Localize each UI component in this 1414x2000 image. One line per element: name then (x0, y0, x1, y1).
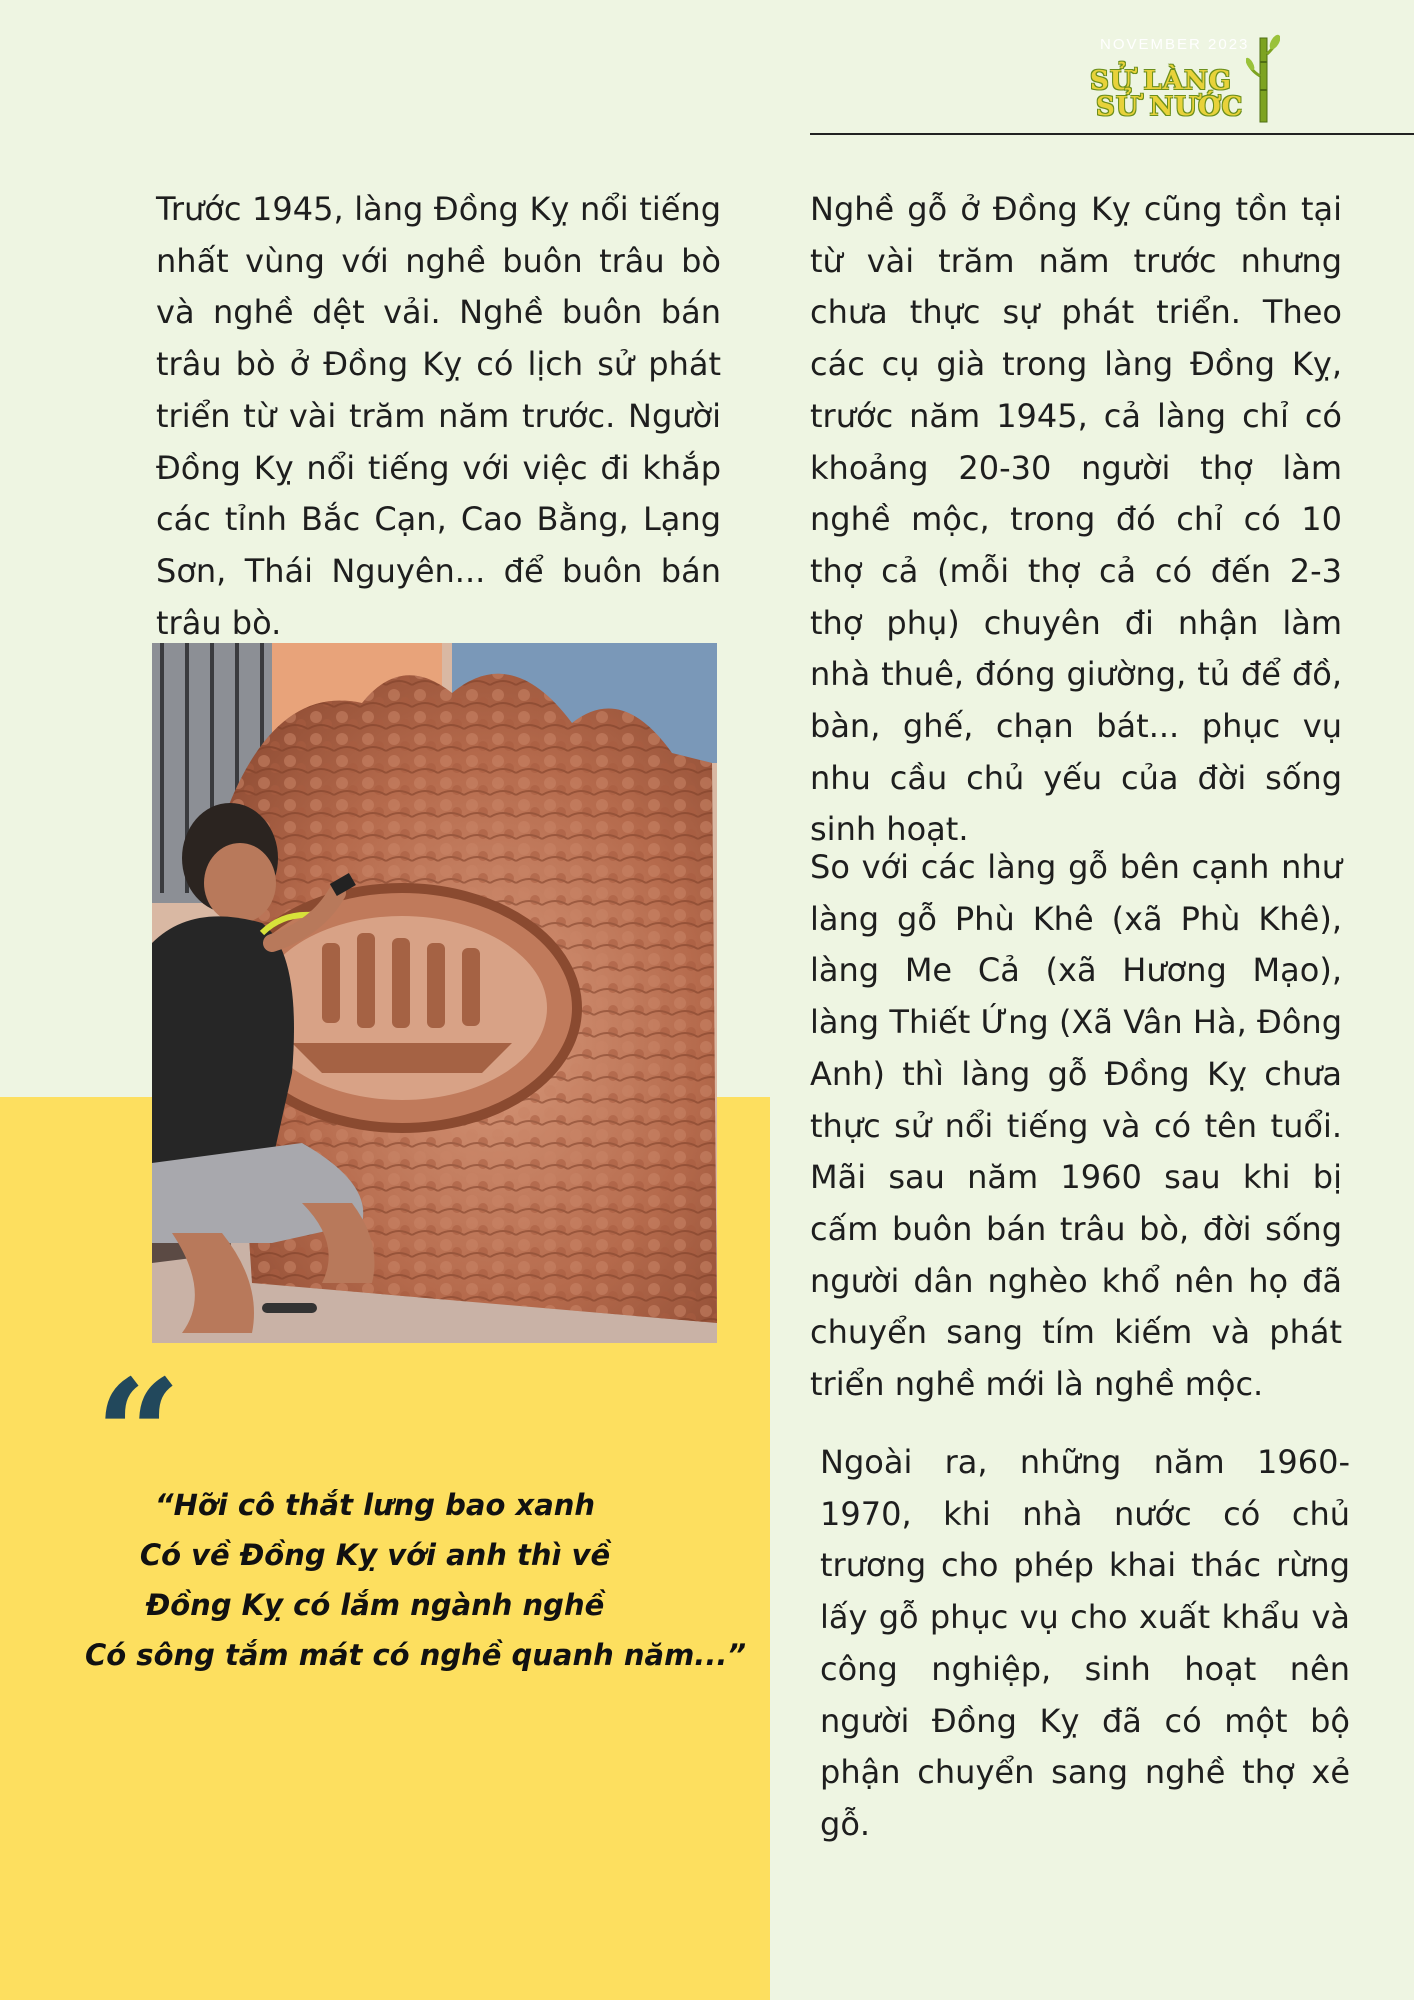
quote-line: Đồng Kỵ có lắm ngành nghề (145, 1588, 605, 1622)
quote-mark-icon: “ (95, 1347, 182, 1523)
issue-month: NOVEMBER 2023 (1100, 36, 1250, 53)
intro-paragraph: Trước 1945, làng Đồng Kỵ nổi tiếng nhất vùng với nghề buôn trâu bò và nghề dệt vải. Nghề buôn bán trâu bò ở Đồng Kỵ có lịch sử phát triển từ vài trăm năm trước. Người Đồng Kỵ nổi tiếng với việc đi khắp các tỉnh Bắc Cạn, Cao Bằng, Lạng Sơn, Thái Nguyên... để buôn bán trâu bò. (156, 190, 721, 642)
woodcraft-history-paragraph: Nghề gỗ ở Đồng Kỵ cũng tồn tại từ vài trăm năm trước nhưng chưa thực sự phát triển. Theo các cụ già trong làng Đồng Kỵ, trước năm 1945, cả làng chỉ có khoảng 20-30 người thợ làm nghề mộc, trong đó chỉ có 10 thợ cả (mỗi thợ cả có đến 2-3 thợ phụ) chuyên đi nhận làm nhà thuê, đóng giường, tủ để đồ, bàn, ghế, chạn bát... phục vụ nhu cầu chủ yếu của đời sống sinh hoạt. (810, 190, 1342, 849)
bamboo-icon (1246, 32, 1280, 124)
quote-line: Có về Đồng Kỵ với anh thì về (139, 1538, 611, 1572)
wood-carving-photo (152, 643, 717, 1343)
sawing-trade-paragraph: Ngoài ra, những năm 1960-1970, khi nhà nước có chủ trương cho phép khai thác rừng lấy gỗ phục vụ cho xuất khẩu và công nghiệp, sinh hoạt nên người Đồng Kỵ đã có một bộ phận chuyển sang nghề thợ xẻ gỗ. (820, 1443, 1350, 1843)
folk-verse-quote (85, 1480, 747, 1680)
magazine-logo (1090, 32, 1290, 124)
logo-text-line1: SỬ LÀNG (1090, 66, 1232, 96)
header-divider (810, 133, 1414, 135)
quote-line: Có sông tắm mát có nghề quanh năm...” (85, 1638, 747, 1672)
quote-line: “Hỡi cô thắt lưng bao xanh (154, 1488, 596, 1522)
logo-text-line2: SỬ NƯỚC (1096, 92, 1244, 122)
comparison-paragraph: So với các làng gỗ bên cạnh như làng gỗ Phù Khê (xã Phù Khê), làng Me Cả (xã Hương Mạo), làng Thiết Ứng (Xã Vân Hà, Đông Anh) thì làng gỗ Đồng Kỵ chưa thực sử nổi tiếng và có tên tuổi. Mãi sau năm 1960 sau khi bị cấm buôn bán trâu bò, đời sống người dân nghèo khổ nên họ đã chuyển sang tím kiếm và phát triển nghề mới là nghề mộc. (810, 848, 1342, 1404)
